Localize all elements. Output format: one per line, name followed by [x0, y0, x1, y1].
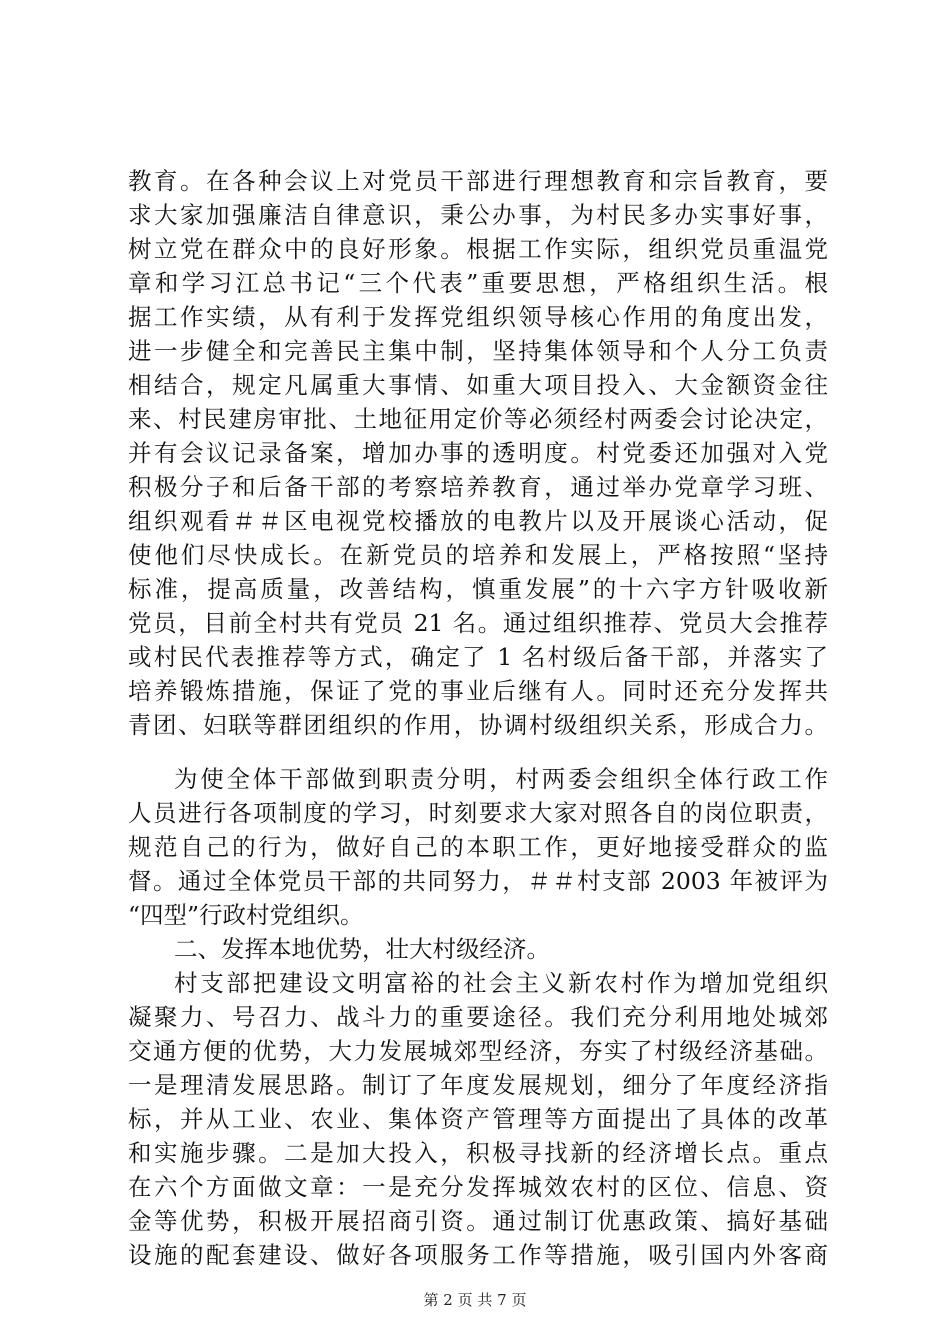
paragraph-line: 村支部把建设文明富裕的社会主义新农村作为增加党组织 [174, 969, 828, 997]
paragraph-line: 一是理清发展思路。制订了年度发展规划，细分了年度经济指 [128, 1071, 828, 1099]
paragraph-line: 为使全体干部做到职责分明，村两委会组织全体行政工作 [174, 765, 828, 793]
paragraph-line: “四型”行政村党组织。 [128, 901, 364, 929]
paragraph-line: 在六个方面做文章：一是充分发挥城效农村的区位、信息、资 [128, 1173, 828, 1201]
section-heading: 二、发挥本地优势，壮大村级经济。 [174, 935, 550, 963]
paragraph-line: 和实施步骤。二是加大投入，积极寻找新的经济增长点。重点 [128, 1139, 828, 1167]
paragraph-line: 并有会议记录备案，增加办事的透明度。村党委还加强对入党 [128, 439, 828, 467]
paragraph-line: 或村民代表推荐等方式，确定了 1 名村级后备干部，并落实了 [128, 643, 828, 671]
paragraph-line: 树立党在群众中的良好形象。根据工作实际，组织党员重温党 [128, 235, 828, 263]
paragraph-line: 章和学习江总书记“三个代表”重要思想，严格组织生活。根 [128, 269, 828, 297]
paragraph-line: 党员，目前全村共有党员 21 名。通过组织推荐、党员大会推荐 [128, 609, 828, 637]
paragraph-line: 标，并从工业、农业、集体资产管理等方面提出了具体的改革 [128, 1105, 828, 1133]
paragraph-line: 求大家加强廉洁自律意识，秉公办事，为村民多办实事好事， [128, 201, 828, 229]
paragraph-line: 据工作实绩，从有利于发挥党组织领导核心作用的角度出发， [128, 303, 828, 331]
paragraph-line: 金等优势，积极开展招商引资。通过制订优惠政策、搞好基础 [128, 1207, 828, 1235]
paragraph-line: 相结合，规定凡属重大事情、如重大项目投入、大金额资金往 [128, 371, 828, 399]
paragraph-line: 青团、妇联等群团组织的作用，协调村级组织关系，形成合力。 [128, 711, 828, 739]
paragraph-line: 培养锻炼措施，保证了党的事业后继有人。同时还充分发挥共 [128, 677, 828, 705]
page-number-footer: 第 2 页 共 7 页 [423, 1291, 527, 1309]
paragraph-line: 标准，提高质量，改善结构，慎重发展”的十六字方针吸收新 [128, 575, 828, 603]
paragraph-line: 凝聚力、号召力、战斗力的重要途径。我们充分利用地处城郊 [128, 1003, 828, 1031]
paragraph-line: 使他们尽快成长。在新党员的培养和发展上，严格按照“坚持 [128, 541, 828, 569]
paragraph-line: 进一步健全和完善民主集中制，坚持集体领导和个人分工负责 [128, 337, 828, 365]
paragraph-line: 规范自己的行为，做好自己的本职工作，更好地接受群众的监 [128, 833, 828, 861]
paragraph-line: 积极分子和后备干部的考察培养教育，通过举办党章学习班、 [128, 473, 828, 501]
paragraph-line: 督。通过全体党员干部的共同努力，＃＃村支部 2003 年被评为 [128, 867, 828, 895]
paragraph-line: 设施的配套建设、做好各项服务工作等措施，吸引国内外客商 [128, 1241, 828, 1269]
paragraph-line: 来、村民建房审批、土地征用定价等必须经村两委会讨论决定， [128, 405, 828, 433]
paragraph-line: 教育。在各种会议上对党员干部进行理想教育和宗旨教育，要 [128, 167, 828, 195]
paragraph-line: 组织观看＃＃区电视党校播放的电教片以及开展谈心活动，促 [128, 507, 828, 535]
paragraph-line: 交通方便的优势，大力发展城郊型经济，夯实了村级经济基础。 [128, 1037, 828, 1065]
paragraph-line: 人员进行各项制度的学习，时刻要求大家对照各自的岗位职责， [128, 799, 828, 827]
